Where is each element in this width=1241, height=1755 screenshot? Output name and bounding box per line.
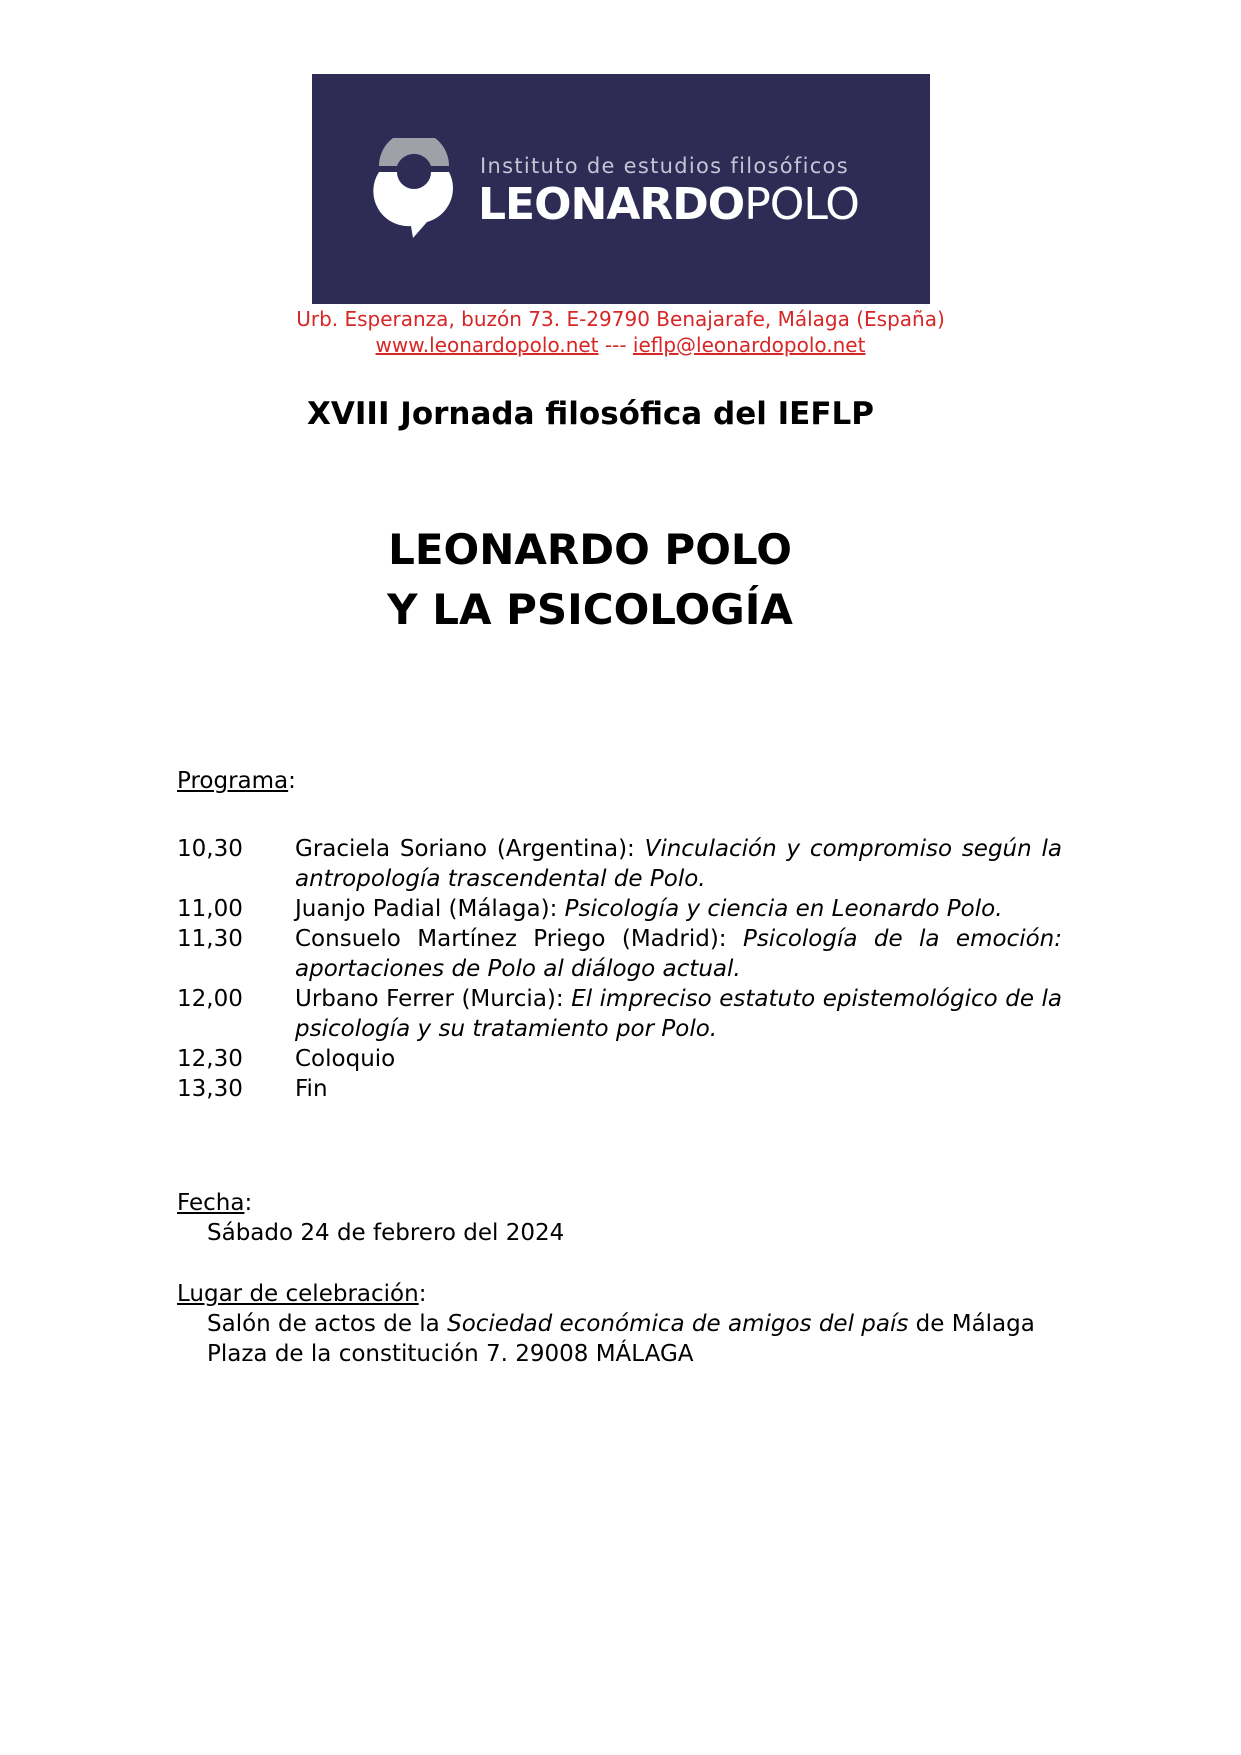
logo-name bbox=[478, 179, 859, 230]
fecha-label: Fecha: bbox=[177, 1190, 253, 1216]
lugar-line2: Plaza de la constitución 7. 29008 MÁLAGA bbox=[207, 1341, 694, 1367]
list-item bbox=[177, 834, 1062, 894]
lugar-line1: Salón de actos de la Sociedad económica de amigos del país de Málaga bbox=[207, 1311, 1035, 1337]
list-item bbox=[177, 924, 1062, 984]
item-description: Consuelo Martínez Priego (Madrid): Psicología de la emoción: aportaciones de Polo al diálogo actual. bbox=[295, 926, 1062, 982]
website-link[interactable]: www.leonardopolo.net bbox=[375, 333, 599, 357]
item-time: 11,30 bbox=[177, 926, 243, 952]
list-item bbox=[177, 1044, 1062, 1074]
postal-address: Urb. Esperanza, buzón 73. E-29790 Benajarafe, Málaga (España) bbox=[296, 307, 945, 331]
item-time: 10,30 bbox=[177, 836, 243, 862]
contact-block bbox=[0, 306, 1241, 358]
event-subtitle: XVIII Jornada filosófica del IEFLP bbox=[307, 396, 875, 432]
list-item bbox=[177, 894, 1062, 924]
list-item bbox=[177, 984, 1062, 1044]
ieflp-logo-icon bbox=[369, 138, 459, 246]
event-title-line2: Y LA PSICOLOGÍA bbox=[387, 585, 793, 634]
email-link[interactable]: ieflp@leonardopolo.net bbox=[632, 333, 866, 357]
programa-label: Programa: bbox=[177, 768, 296, 794]
header-banner bbox=[312, 74, 930, 304]
logo-name-light: POLO bbox=[744, 179, 859, 230]
event-title-line1: LEONARDO POLO bbox=[388, 525, 792, 574]
fecha-value: Sábado 24 de febrero del 2024 bbox=[207, 1220, 565, 1246]
item-time: 12,30 bbox=[177, 1046, 243, 1072]
item-description: Graciela Soriano (Argentina): Vinculación y compromiso según la antropología trascendental de Polo. bbox=[295, 836, 1063, 892]
list-item bbox=[177, 1074, 1062, 1104]
item-time: 13,30 bbox=[177, 1076, 243, 1102]
lugar-label: Lugar de celebración: bbox=[177, 1281, 427, 1307]
contact-separator: --- bbox=[598, 333, 633, 357]
programa-list bbox=[177, 834, 1062, 1104]
item-time: 12,00 bbox=[177, 986, 243, 1012]
logo-subtitle: Instituto de estudios filosóficos bbox=[480, 154, 849, 178]
item-description: Fin bbox=[295, 1076, 328, 1102]
item-description: Urbano Ferrer (Murcia): El impreciso estatuto epistemológico de la psicología y su tratamiento por Polo. bbox=[295, 986, 1063, 1042]
contact-links bbox=[0, 332, 1241, 358]
logo-name-bold: LEONARDO bbox=[478, 179, 745, 230]
item-description: Coloquio bbox=[295, 1046, 396, 1072]
event-title bbox=[0, 520, 1180, 640]
item-time: 11,00 bbox=[177, 896, 243, 922]
item-description: Juanjo Padial (Málaga): Psicología y ciencia en Leonardo Polo. bbox=[295, 896, 1003, 922]
